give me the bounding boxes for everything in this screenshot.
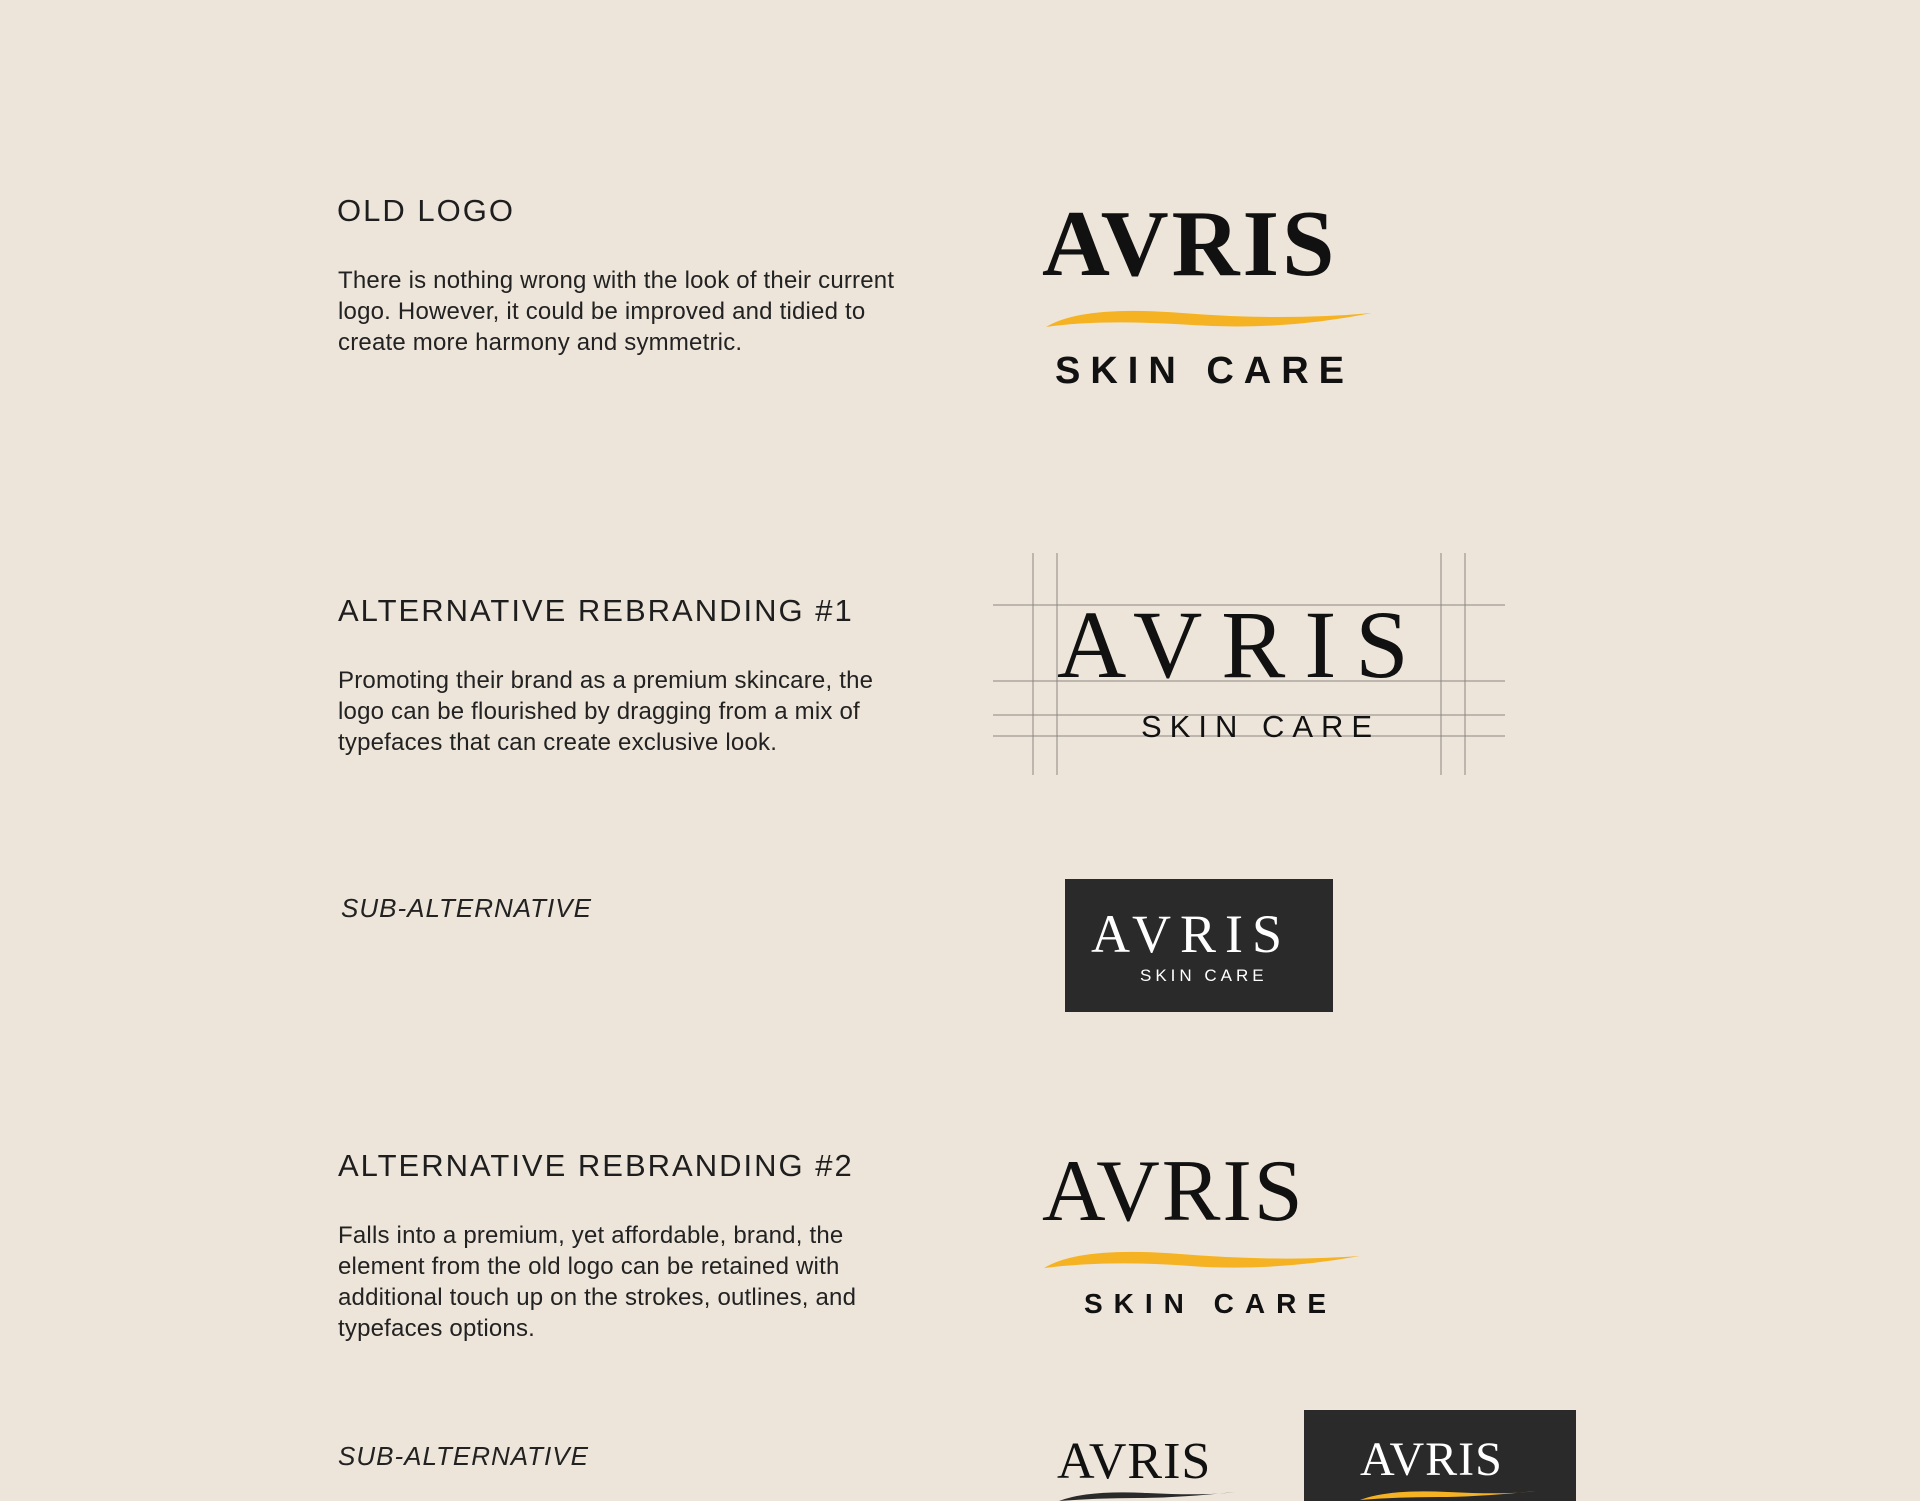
- rebrand1-sub-tagline: SKIN CARE: [1140, 966, 1268, 985]
- rebrand2-description: Falls into a premium, yet affordable, brand, the element from the old logo can be retained with additional touch up on the strokes, outlines, and typefaces options.: [338, 1222, 857, 1342]
- rebrand2-sub-light-wordmark: AVRIS: [1057, 1433, 1212, 1490]
- rebrand2-logo: [1030, 1140, 1390, 1320]
- old-logo-description: There is nothing wrong with the look of their current logo. However, it could be improved and tidied to create more harmony and symmetric.: [338, 267, 895, 356]
- old-logo: [1030, 185, 1390, 395]
- rebrand2-wordmark: AVRIS: [1042, 1143, 1305, 1240]
- rebrand1-logo-grid: [993, 553, 1505, 775]
- rebrand1-wordmark: AVRIS: [1057, 591, 1428, 698]
- old-logo-swoosh: [1042, 297, 1382, 337]
- rebrand1-heading: ALTERNATIVE REBRANDING #1: [338, 593, 854, 628]
- rebrand1-description: Promoting their brand as a premium skincare, the logo can be flourished by dragging from a mix of typefaces that can create exclusive look.: [338, 667, 874, 756]
- rebrand2-heading: ALTERNATIVE REBRANDING #2: [338, 1148, 854, 1183]
- rebrand2-sub-logo-light: [1055, 1432, 1255, 1501]
- rebrand2-sub-dark-wordmark: AVRIS: [1360, 1433, 1503, 1486]
- old-logo-tagline: SKIN CARE: [1055, 350, 1355, 392]
- rebrand2-sub-label: SUB-ALTERNATIVE: [338, 1441, 589, 1471]
- rebrand2-tagline: SKIN CARE: [1084, 1288, 1338, 1319]
- rebrand2-swoosh: [1040, 1236, 1380, 1276]
- rebrand2-sub-dark-swoosh: [1358, 1486, 1538, 1501]
- old-logo-wordmark: AVRIS: [1042, 192, 1338, 296]
- rebrand1-sub-wordmark: AVRIS: [1091, 904, 1292, 964]
- old-logo-heading: OLD LOGO: [337, 193, 515, 228]
- rebrand1-sub-logo: [1065, 879, 1333, 1012]
- rebrand2-sub-light-swoosh: [1057, 1488, 1237, 1501]
- rebrand1-sub-label: SUB-ALTERNATIVE: [341, 893, 592, 923]
- rebrand1-tagline: SKIN CARE: [1141, 709, 1381, 744]
- rebrand2-sub-logo-dark: [1304, 1410, 1576, 1501]
